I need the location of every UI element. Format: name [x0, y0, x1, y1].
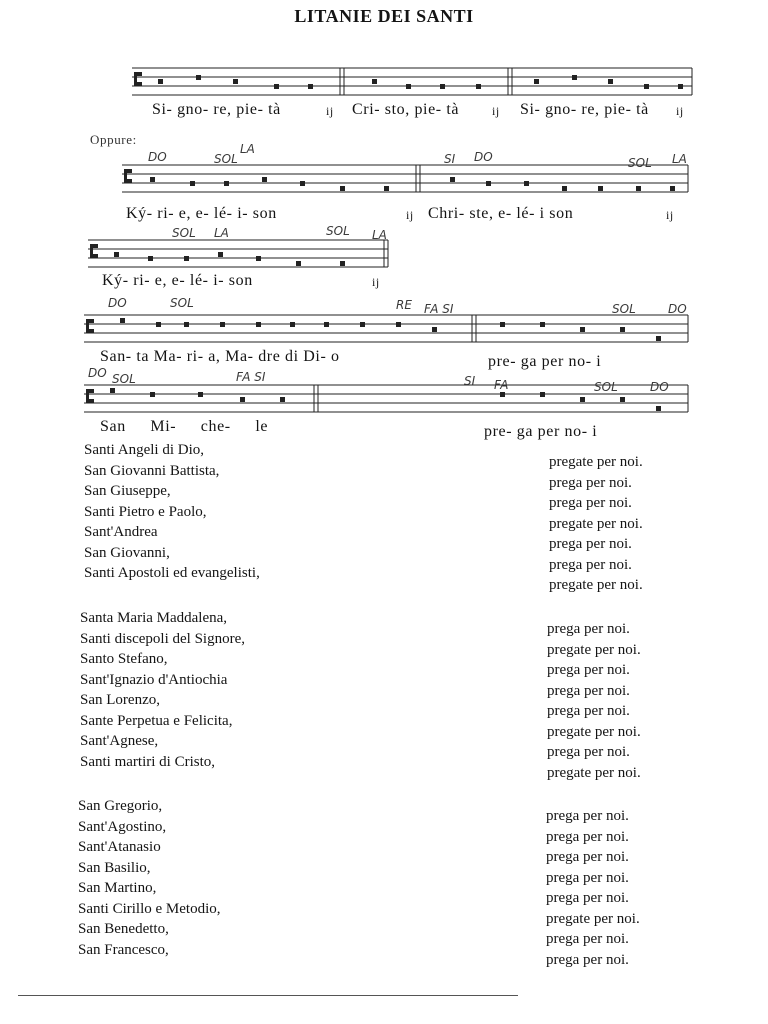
response: prega per noi. [546, 951, 629, 968]
invocation: Sante Perpetua e Felicita, [80, 712, 233, 729]
lyric-staff2-repeat-b: ij [666, 208, 674, 222]
lyric-staff2-b: Chri- ste, e- lé- i son [428, 205, 574, 222]
annotation-note: FA SI [424, 302, 454, 316]
response: pregate per noi. [549, 577, 643, 593]
lyric-staff1-repeat-b: ij [492, 104, 500, 118]
invocation: Santa Maria Maddalena, [80, 610, 228, 626]
response: prega per noi. [546, 931, 629, 947]
lyric-staff1-repeat-c: ij [676, 104, 684, 118]
page-bottom-rule [18, 995, 518, 996]
staff-4 [84, 315, 688, 342]
invocation: Santi discepoli del Signore, [80, 630, 245, 647]
annotation-note: DO [474, 150, 493, 164]
responses-column [546, 806, 640, 970]
lyric-staff2-repeat-a: ij [406, 208, 414, 222]
lyric-staff2-a: Ký- ri- e, e- lé- i- son [126, 205, 277, 222]
annotation-note: SOL [112, 372, 136, 386]
response: pregate per noi. [547, 723, 641, 740]
response: pregate per noi. [547, 641, 641, 658]
invocation: San Benedetto, [78, 921, 169, 937]
annotation-note: SOL [214, 152, 238, 166]
responses-column [549, 452, 643, 596]
invocation: Santo Stefano, [80, 651, 168, 667]
oppure-label: Oppure: [90, 132, 137, 147]
invocation: Santi Cirillo e Metodio, [78, 900, 221, 917]
annotation-note: DO [88, 366, 107, 380]
invocation: San Giovanni, [84, 544, 170, 561]
annotation-note: SOL [612, 302, 636, 316]
invocation: San Gregorio, [78, 798, 163, 814]
lyric-staff1-a: Si- gno- re, pie- tà [152, 101, 281, 118]
annotation-note: LA [672, 152, 687, 166]
responses-column [547, 619, 641, 783]
lyric-staff3-repeat: ij [372, 275, 380, 289]
response: prega per noi. [549, 536, 632, 552]
response: prega per noi. [547, 703, 630, 719]
invocation: Sant'Atanasio [78, 839, 161, 855]
invocations-column [78, 796, 221, 960]
annotation-note: SOL [170, 296, 194, 310]
invocation: Sant'Andrea [84, 524, 158, 540]
response: pregate per noi. [547, 764, 641, 781]
lyric-staff3-a: Ký- ri- e, e- lé- i- son [102, 272, 253, 289]
response: prega per noi. [547, 662, 630, 678]
invocation: Sant'Ignazio d'Antiochia [80, 671, 228, 688]
staff-2 [122, 165, 688, 192]
invocation: San Giovanni Battista, [84, 462, 220, 479]
annotation-note: LA [240, 142, 255, 156]
response: prega per noi. [547, 744, 630, 760]
response: prega per noi. [546, 828, 629, 845]
annotation-note: DO [148, 150, 167, 164]
lyric-staff4-a: San- ta Ma- ri- a, Ma- dre di Di- o [100, 348, 340, 365]
annotation-note: SI [444, 152, 456, 166]
response: prega per noi. [547, 682, 630, 699]
annotation-note: SOL [594, 380, 618, 394]
annotation-note: LA [214, 226, 229, 240]
response: prega per noi. [549, 474, 632, 491]
lyric-staff1-repeat-a: ij [326, 104, 334, 118]
annotation-note: SOL [172, 226, 196, 240]
annotation-note: FA SI [236, 370, 266, 384]
invocation: Santi Angeli di Dio, [84, 442, 204, 458]
lyric-staff1-c: Si- gno- re, pie- tà [520, 101, 649, 118]
lyric-staff1-b: Cri- sto, pie- tà [352, 101, 460, 118]
invocation: San Francesco, [78, 941, 169, 958]
annotation-note: LA [372, 228, 387, 242]
invocation: Sant'Agnese, [80, 733, 159, 749]
invocations-column [80, 608, 245, 772]
invocation: Santi Pietro e Paolo, [84, 503, 207, 520]
lyric-staff5-response: pre- ga per no- i [484, 423, 598, 440]
annotation-note: FA [494, 378, 509, 392]
invocation: San Lorenzo, [80, 692, 160, 708]
response: prega per noi. [546, 890, 629, 906]
invocations-column [84, 440, 260, 584]
response: pregate per noi. [549, 515, 643, 532]
lyric-staff5-a: San Mi- che- le [100, 418, 269, 435]
annotation-note: SOL [628, 156, 652, 170]
response: prega per noi. [549, 495, 632, 511]
annotation-note: DO [108, 296, 127, 310]
invocation: Sant'Agostino, [78, 818, 167, 835]
response: pregate per noi. [546, 910, 640, 927]
invocation: Santi Apostoli ed evangelisti, [84, 565, 260, 581]
annotation-note: SI [464, 374, 476, 388]
invocation: San Giuseppe, [84, 483, 171, 499]
response: prega per noi. [546, 869, 629, 886]
response: prega per noi. [546, 849, 629, 865]
response: pregate per noi. [549, 454, 643, 470]
lyric-staff4-response: pre- ga per no- i [488, 353, 602, 370]
response: prega per noi. [546, 808, 629, 824]
page-title: LITANIE DEI SANTI [294, 6, 474, 26]
annotation-note: DO [650, 380, 669, 394]
annotation-note: DO [668, 302, 687, 316]
annotation-note: SOL [326, 224, 350, 238]
response: prega per noi. [547, 621, 630, 637]
response: prega per noi. [549, 556, 632, 573]
annotation-note: RE [396, 298, 412, 312]
invocation: Santi martiri di Cristo, [80, 753, 215, 770]
invocation: San Basilio, [78, 859, 151, 876]
invocation: San Martino, [78, 880, 157, 896]
